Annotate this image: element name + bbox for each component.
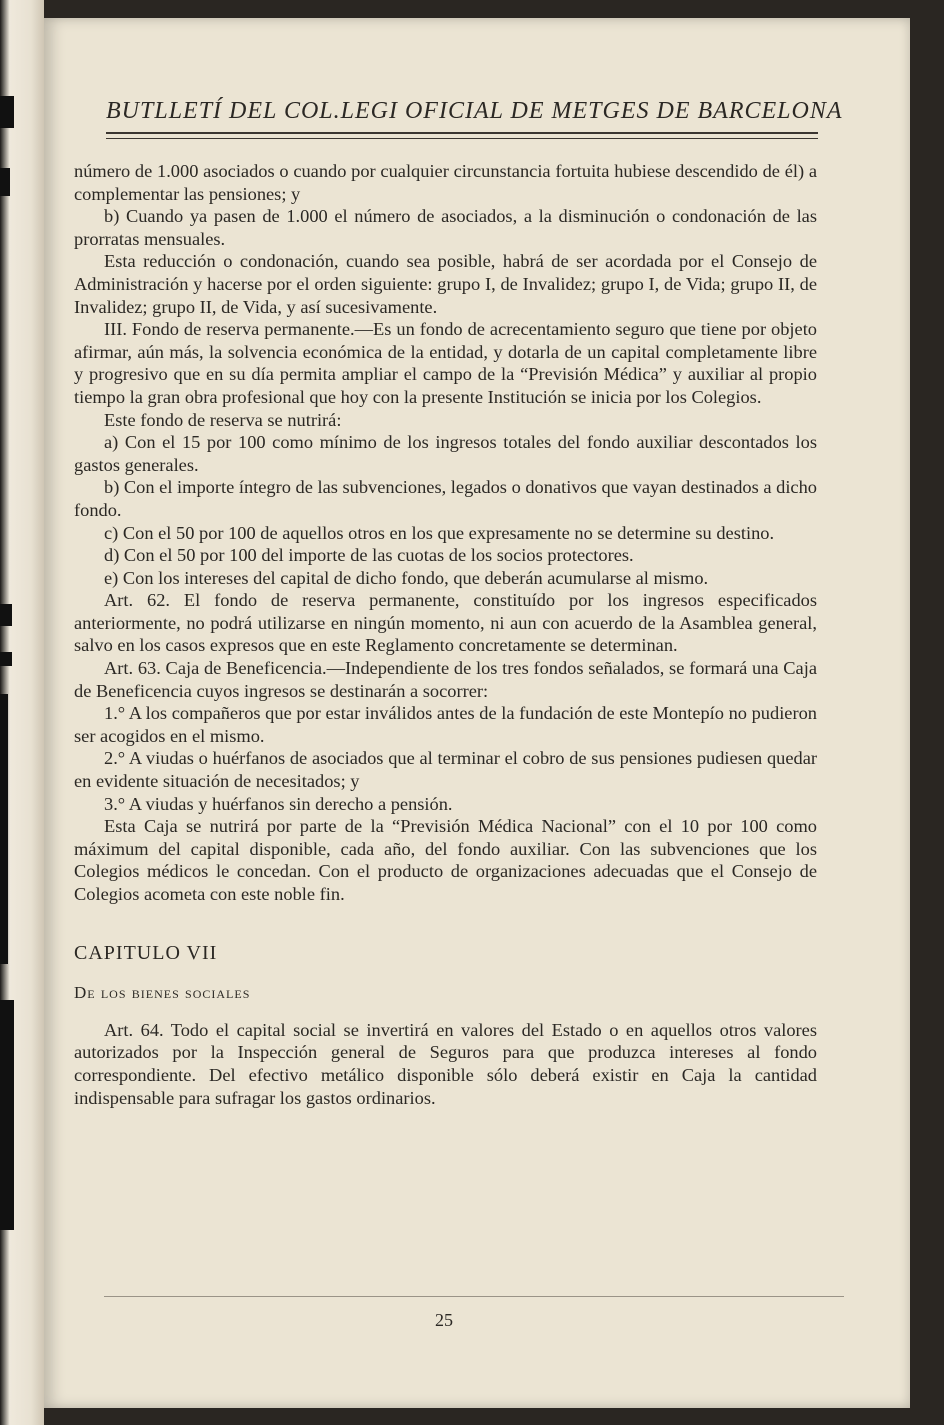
paragraph: a) Con el 15 por 100 como mínimo de los ingresos totales del fondo auxiliar descontados los gastos generales. [74, 432, 817, 475]
paragraph: b) Cuando ya pasen de 1.000 el número de asociados, a la disminución o condonación de las prorratas mensuales. [74, 206, 817, 249]
chapter-subtitle: De los bienes sociales [74, 983, 251, 1003]
paragraph: Art. 63. Caja de Beneficencia.—Independiente de los tres fondos señalados, se formará una Caja de Beneficencia cuyos ingresos se destinarán a socorrer: [74, 658, 817, 701]
paragraph: c) Con el 50 por 100 de aquellos otros en los que expresamente no se determine su destino. [104, 522, 775, 543]
paragraph: Art. 62. El fondo de reserva permanente, constituído por los ingresos especificados anteriormente, no podrá utilizarse en ningún momento, ni aun con acuerdo de la Asamblea general, salvo en los casos expresos que en este Reglamento concretamente se determinan. [74, 590, 817, 656]
paragraph: Este fondo de reserva se nutrirá: [104, 409, 342, 430]
paragraph: Esta reducción o condonación, cuando sea posible, habrá de ser acordada por el Consejo de Administración y hacerse por el orden siguiente: grupo I, de Invalidez; grupo I, de Vida; grupo II, de Invalidez; grupo II, de Vida, y así sucesivamente. [74, 251, 817, 317]
paragraph: III. Fondo de reserva permanente.—Es un fondo de acrecentamiento seguro que tiene por objeto afirmar, aún más, la solvencia económica de la entidad, y dotarla de un capital completamente libre y progresivo que en su día permita ampliar el campo de la “Previsión Médica” y auxiliar al propio tiempo la gran obra profesional que hoy con la presente Institución se inicia por los Colegios. [74, 319, 817, 407]
body-text [74, 160, 817, 1109]
paragraph: e) Con los intereses del capital de dicho fondo, que deberán acumularse al mismo. [104, 567, 709, 588]
paragraph: 1.° A los compañeros que por estar inválidos antes de la fundación de este Montepío no pudieron ser acogidos en el mismo. [74, 703, 817, 746]
header-rule-thin [106, 138, 818, 139]
paragraph: 2.° A viudas o huérfanos de asociados que al terminar el cobro de sus pensiones pudiesen quedar en evidente situación de necesitados; y [74, 748, 817, 792]
footer-rule [104, 1296, 844, 1297]
running-header: BUTLLETÍ DEL COL.LEGI OFICIAL DE METGES DE BARCELONA [106, 98, 843, 124]
header-rule-thick [106, 132, 818, 134]
paragraph: número de 1.000 asociados o cuando por cualquier circunstancia fortuita hubiese descendido de él) a complementar las pensiones; y [74, 161, 817, 204]
chapter-title: CAPITULO VII [74, 941, 218, 964]
paragraph: 3.° A viudas y huérfanos sin derecho a pensión. [104, 793, 453, 814]
paragraph: d) Con el 50 por 100 del importe de las cuotas de los socios protectores. [104, 545, 634, 566]
page-number: 25 [435, 1310, 453, 1330]
paragraph-art64: Art. 64. Todo el capital social se invertirá en valores del Estado o en aquellos otros valores autorizados por la Inspección general de Seguros para que produzca intereses al fondo correspondiente. Del efectivo metálico disponible sólo deberá existir en Caja la cantidad indispensable para sufragar los gastos ordinarios. [74, 1019, 817, 1108]
paragraph: Esta Caja se nutrirá por parte de la “Previsión Médica Nacional” con el 10 por 100 como máximum del capital disponible, cada año, del fondo auxiliar. Con las subvenciones que los Colegios médicos le concedan. Con el producto de organizaciones adecuadas que el Consejo de Colegios acometa con este noble fin. [74, 816, 817, 904]
adjacent-page-edge [0, 0, 44, 1425]
document-page [44, 18, 910, 1408]
paragraph: b) Con el importe íntegro de las subvenciones, legados o donativos que vayan destinados a dicho fondo. [74, 477, 817, 520]
